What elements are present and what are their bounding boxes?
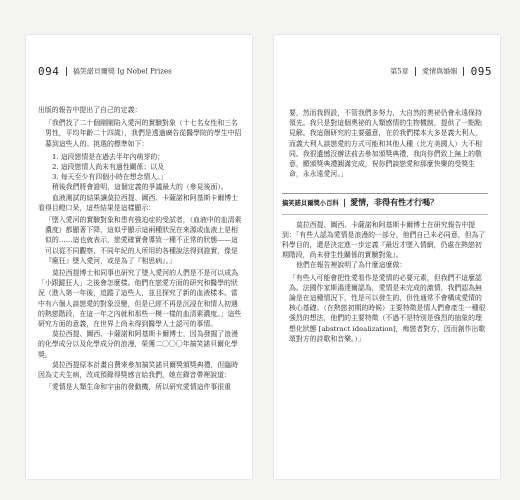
chapter-title: 愛情與婚姻 xyxy=(422,67,458,76)
header-divider xyxy=(415,67,416,76)
sidebar-title: 愛情，非得有性才行嗎？ xyxy=(350,198,439,208)
right-page-number: 095 xyxy=(470,65,492,78)
paragraph: 「有些人可能會把性愛看作是愛情的必要元素，但我們不這麼認為。法國作家斯湯達爾認為，愛情是未完成的激情，我們認為無論是在這種情況下，性是可以發生的，但性通常不會構成愛情的核心基礎。（在熱戀初期的時候）主要特徵是情人們會產生一種很強烈的想法，他們的主要特徵（不過不是特別是強烈的抽象的理想化狀態 [abstract idealization]，痴戀者對方，因而創作出歌頌對方的詩歌和音樂。）」 xyxy=(289,273,486,343)
paragraph: 血液測試的結果讓莫拉西提、圖西、卡薩諾和阿基斯卡爾博士看得目瞪口呆，這些結果是這樣顯示： xyxy=(38,193,239,212)
left-page-header xyxy=(38,65,172,78)
header-divider xyxy=(463,67,464,76)
right-page xyxy=(274,35,500,479)
right-page-header xyxy=(390,65,492,78)
paragraph: 莫拉西提博士和同事也研究了墜入愛河的人們是不是可以成為「小跟蹤狂人」之後會怎麼樣。他們在戀愛方面的研究和醫學的狀況（進入第一年後，追蹤了這些人，並且探究了新的血液樣本。當中有六個人談戀愛的對象沒變，但是已經不再是沉浸在和情人初遇的熱戀階段，在這一年之內就和那些一模一樣的血清素濃度。」這些研究方面的意義，在世界上尚未得到醫學人士認可的事情。 xyxy=(38,269,242,329)
left-page-number: 094 xyxy=(38,65,60,78)
paragraph: 3. 每天至少有四個小時在想念情人。」 xyxy=(52,173,168,182)
paragraph: 2. 這段戀情人尚未有過性關係；以及 xyxy=(52,163,165,172)
sidebar-tag: 搞笑諾貝爾獎小百科 xyxy=(282,200,339,208)
left-page-body xyxy=(38,105,244,394)
left-page xyxy=(26,35,252,479)
paragraph: 莫拉西提、圖西、卡薩諾和阿基斯卡爾博士在研究報告中提到：「有些人認為愛情是浪漫的一部分，他們自己未必同意，但為了科學目的，還是決定進一步定義『最近才墜入情網，仍處在熱戀初期階段，尚未發生性關係的實驗對象』。 xyxy=(282,220,486,260)
book-spread xyxy=(26,35,500,479)
header-divider xyxy=(66,67,67,76)
paragraph: 出版的報告中提出了自己的定義： xyxy=(38,106,142,114)
right-page-body xyxy=(282,105,488,346)
paragraph: 「我們找了二十個剛剛陷入愛河的實驗對象（十七名女性和三名男性，平均年齡二十四歲），我們是透過廣告從醫學院的學生中招募到這些人的。挑選的標準如下： xyxy=(45,119,242,148)
paragraph: 「愛情是人類生命和宇宙的發動機，所以研究愛情這件事很重 xyxy=(45,383,232,392)
paragraph: 莫拉西提原本計畫自費來參加搞笑諾貝爾獎頒獎典禮，但臨時因為丈夫生病，改成預錄得獎感言給我們，她在錄音帶裡說道： xyxy=(38,360,239,380)
paragraph: 他們在報告裡說明了為什麼這麼做： xyxy=(296,261,407,270)
paragraph: 稍後我們將會證明，這個定義的爭議最大的（參見後面）。 xyxy=(52,183,228,192)
sidebar-heading xyxy=(282,193,488,209)
paragraph: 要，然而我假設，不管我們多努力，大自然的奧祕仍會永遠保持領先。我只是對這個奧祕的人類感情的生物機制，提供了一點點見解。我這個研究的主要蘊意，在於我們樣本大多是義大利人，而義大利人談戀愛的方式可能和其他人種（比方美國人）大不相同。我很遺憾沒辦法前去參加頒獎典禮，我向你們致上無上的敬意，願頒獎典禮圓滿完成，祝你們談戀愛和那麼快樂的受獎生命，永永遠愛河。」 xyxy=(289,109,482,179)
sidebar-body xyxy=(282,220,488,344)
book-title: 搞笑諾貝爾獎 Ig Nobel Prizes xyxy=(72,67,172,76)
right-page-text xyxy=(282,108,488,179)
sidebar-rule xyxy=(282,214,488,215)
sidebar-divider xyxy=(344,199,345,207)
paragraph: 「墜入愛河的實驗對象和患有強迫症的受試者，（血液中的血清素濃度）都顯著下降，這似乎顯示這兩種狀況在來源或血液上是相似的……這也就表示，戀愛確實會導致一種不正常的狀態——這可以從不同觀察、不同年紀的人所用的各種說法得到證實，像是『瘋狂』墜入愛河，或是為了『相思病』。」 xyxy=(45,216,242,265)
paragraph: 莫拉西提、圖西、卡薩諾和阿基斯卡爾博士，因為發掘了浪漫的化學成分以及化學成分的浪漫，榮獲二〇〇〇年搞笑諾貝爾化學獎。 xyxy=(38,330,239,359)
chapter-label: 第5章 xyxy=(390,67,409,76)
paragraph: 1. 這段戀情是在過去半年內萌芽的； xyxy=(52,152,165,161)
